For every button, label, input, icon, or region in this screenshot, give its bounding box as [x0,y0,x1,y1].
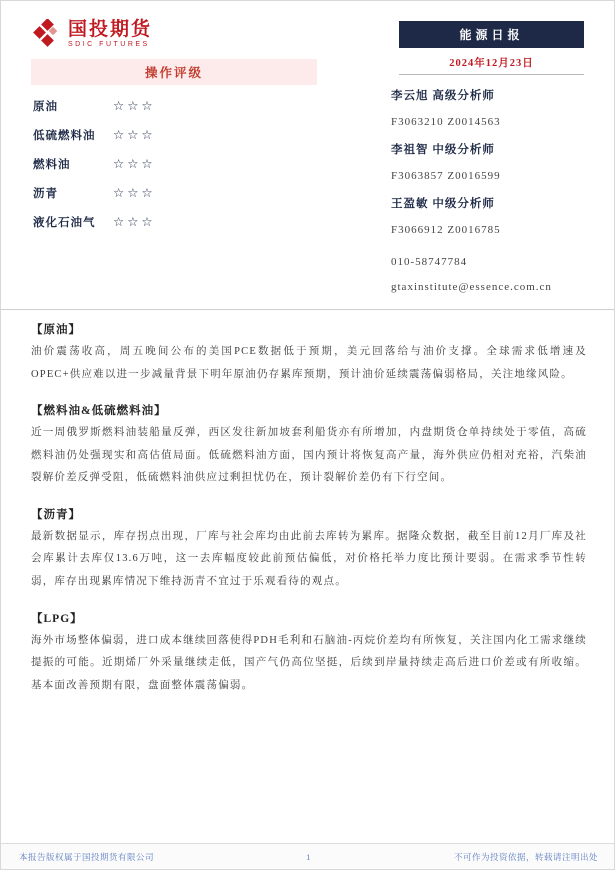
footer-copyright: 本报告版权属于国投期货有限公司 [19,851,155,862]
analyst-name: 王盈敏 中级分析师 [391,198,495,210]
section-heading: 【沥青】 [31,508,81,521]
contact-phone: 010-58747784 [391,256,468,268]
brand-name-en: SDIC FUTURES [68,40,150,48]
rating-stars: ☆☆☆ [113,186,156,200]
brand-logo [31,19,152,49]
rating-stars: ☆☆☆ [113,215,156,229]
analyst-code: F3066912 Z0016785 [391,224,501,236]
header-divider [1,309,615,310]
section-fuel-oil [31,402,587,490]
brand-name-cn: 国投期货 [68,19,153,41]
rating-row [31,185,317,201]
analyst-code: F3063210 Z0014563 [391,116,501,128]
analysts-panel [391,87,591,306]
rating-label: 液化石油气 [33,217,96,229]
section-heading: 【原油】 [31,324,81,336]
report-title: 能源日报 [399,21,584,48]
rating-row [31,127,317,143]
section-crude-oil [31,321,587,386]
analyst-code: F3063857 Z0016599 [391,170,501,182]
rating-stars: ☆☆☆ [113,128,156,142]
section-asphalt [31,506,587,594]
rating-stars: ☆☆☆ [113,157,156,171]
rating-row [31,214,317,230]
brand-text [68,20,152,48]
report-header [1,1,614,301]
rating-label: 燃料油 [33,159,71,171]
report-footer [1,843,615,869]
rating-label: 低硫燃料油 [33,130,96,142]
analyst-name: 李云旭 高级分析师 [391,90,495,102]
ratings-title: 操作评级 [31,59,317,85]
report-date: 2024年12月23日 [399,48,584,75]
section-text: 海外市场整体偏弱，进口成本继续回落使得PDH毛利和石脑油-丙烷价差均有所恢复，关注国内化工需求继续提振的可能。近期烯厂外采量继续走低，国产气仍高位坚挺，后续到岸量持续走高后进口价差或有所收缩。基本面改善预期有限，盘面整体震荡偏弱。 [31,634,587,691]
section-lpg [31,610,587,698]
report-body [31,321,587,713]
analyst-name: 李祖智 中级分析师 [391,144,495,156]
section-heading: 【燃料油&低硫燃料油】 [31,405,167,418]
section-text: 油价震荡收高，周五晚间公布的美国PCE数据低于预期，美元回落给与油价支撑。全球需求低增速及OPEC+供应难以进一步减量背景下明年原油仍存累库预期，预计油价延续震荡偏弱格局，关注地缘风险。 [31,346,587,380]
rating-row [31,156,317,172]
section-text: 近一周俄罗斯燃料油装船量反弹，西区发往新加坡套利船货亦有所增加，内盘期货仓单持续处于零值，高硫燃料油仍处强现实和高估值局面。低硫燃料油方面，国内预计将恢复高产量，海外供应仍相对充裕，汽柴油裂解价差反弹受阻，低硫燃料油供应过剩担忧仍在，预计裂解价差仍有下行空间。 [31,427,587,484]
logo-diamond-icon [31,19,61,49]
rating-stars: ☆☆☆ [113,99,156,113]
ratings-panel [31,59,317,230]
rating-label: 沥青 [33,188,58,200]
contact-email: gtaxinstitute@essence.com.cn [391,281,552,293]
section-heading: 【LPG】 [31,612,83,625]
page-number: 1 [306,851,311,862]
rating-row [31,98,317,114]
report-banner [399,21,584,75]
section-text: 最新数据显示，库存拐点出现，厂库与社会库均由此前去库转为累库。据隆众数据，截至目前12月厂库及社会库累计去库仅13.6万吨，这一去库幅度较此前预估偏低，对价格托举力度比预计要弱。在需求季节性转弱，库存出现累库情况下维持沥青不宜过于乐观看待的观点。 [31,530,587,587]
rating-label: 原油 [33,101,58,113]
footer-disclaimer: 不可作为投资依据，转载请注明出处 [453,851,598,862]
